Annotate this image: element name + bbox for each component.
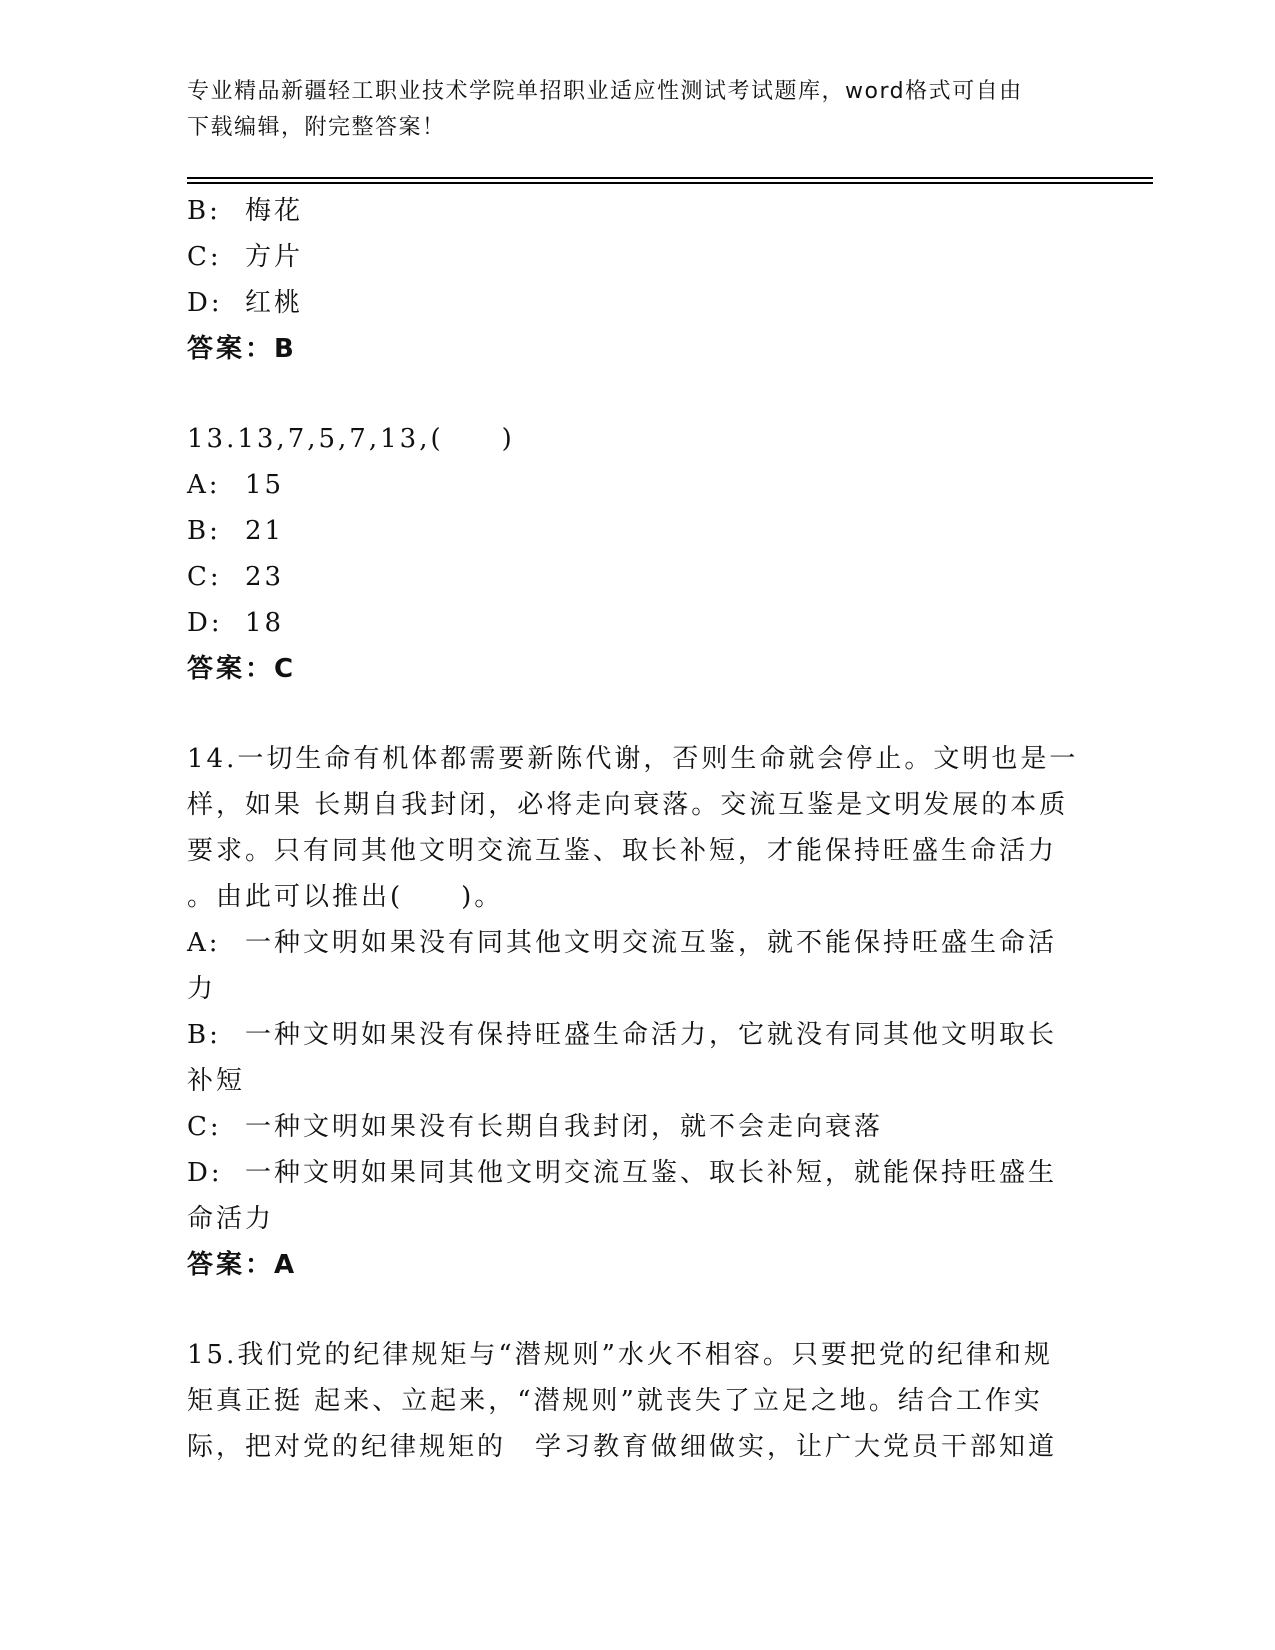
option-text-cont: 补短 (187, 1066, 246, 1096)
option-key: A: (187, 928, 221, 958)
option-text: 红桃 (245, 288, 304, 318)
question-content (187, 188, 1079, 1470)
option-text: 一种文明如果同其他文明交流互鉴、取长补短，就能保持旺盛生 (245, 1158, 1058, 1188)
option-key: A: (187, 470, 221, 500)
header-rule-bottom (187, 182, 1153, 184)
option-c (187, 1104, 1067, 1150)
question-14 (187, 736, 1079, 1288)
option-c (187, 554, 1067, 600)
option-text-cont: 命活力 (187, 1204, 275, 1234)
option-text: 15 (245, 470, 285, 500)
question-stem-line: 际，把对党的纪律规矩的 学习教育做细做实，让广大党员干部知道 (187, 1432, 1058, 1462)
option-key: D: (187, 288, 223, 318)
header-rule-top (187, 177, 1153, 179)
option-d (187, 1150, 1067, 1242)
option-key: C: (187, 1112, 222, 1142)
answer-line: 答案：C (187, 654, 297, 684)
spacer (187, 372, 1067, 416)
question-15 (187, 1332, 1067, 1470)
option-text: 一种文明如果没有长期自我封闭，就不会走向衰落 (245, 1112, 884, 1142)
answer-line: 答案：B (187, 334, 297, 364)
option-text: 23 (245, 562, 285, 592)
option-key: B: (187, 1020, 221, 1050)
option-text: 方片 (245, 242, 304, 272)
page-header (187, 74, 1067, 146)
option-d (187, 600, 1067, 646)
option-text: 一种文明如果没有同其他文明交流互鉴，就不能保持旺盛生命活 (245, 928, 1058, 958)
option-a (187, 920, 1067, 1012)
option-key: D: (187, 1158, 223, 1188)
spacer (187, 692, 1067, 736)
option-key: B: (187, 516, 221, 546)
question-stem-line: 15.我们党的纪律规矩与“潜规则”水火不相容。只要把党的纪律和规 (187, 1340, 1053, 1370)
option-key: B: (187, 196, 221, 226)
prev-question (187, 188, 1067, 372)
option-b (187, 508, 1067, 554)
question-stem-line: 。由此可以推出( )。 (187, 882, 504, 912)
option-b (187, 1012, 1067, 1104)
spacer (187, 1288, 1067, 1332)
option-text: 梅花 (245, 196, 304, 226)
question-stem-line: 样，如果 长期自我封闭，必将走向衰落。交流互鉴是文明发展的本质 (187, 790, 1069, 820)
option-key: C: (187, 242, 222, 272)
option-b (187, 188, 1067, 234)
option-d (187, 280, 1067, 326)
question-stem-line: 矩真正挺 起来、立起来，“潜规则”就丧失了立足之地。结合工作实 (187, 1386, 1043, 1416)
question-stem-line: 要求。只有同其他文明交流互鉴、取长补短，才能保持旺盛生命活力 (187, 836, 1058, 866)
question-stem: 13.13,7,5,7,13,( ) (187, 424, 515, 454)
option-text-cont: 力 (187, 974, 217, 1004)
option-text: 21 (245, 516, 285, 546)
option-text: 18 (245, 608, 285, 638)
header-line-1: 专业精品新疆轻工职业技术学院单招职业适应性测试考试题库，word格式可自由 (187, 79, 1023, 104)
option-text: 一种文明如果没有保持旺盛生命活力，它就没有同其他文明取长 (245, 1020, 1058, 1050)
option-c (187, 234, 1067, 280)
option-key: C: (187, 562, 222, 592)
header-line-2: 下载编辑，附完整答案！ (187, 115, 446, 140)
option-a (187, 462, 1067, 508)
option-key: D: (187, 608, 223, 638)
answer-line: 答案：A (187, 1250, 298, 1280)
question-stem-line: 14.一切生命有机体都需要新陈代谢，否则生命就会停止。文明也是一 (187, 744, 1079, 774)
question-13 (187, 416, 1067, 692)
